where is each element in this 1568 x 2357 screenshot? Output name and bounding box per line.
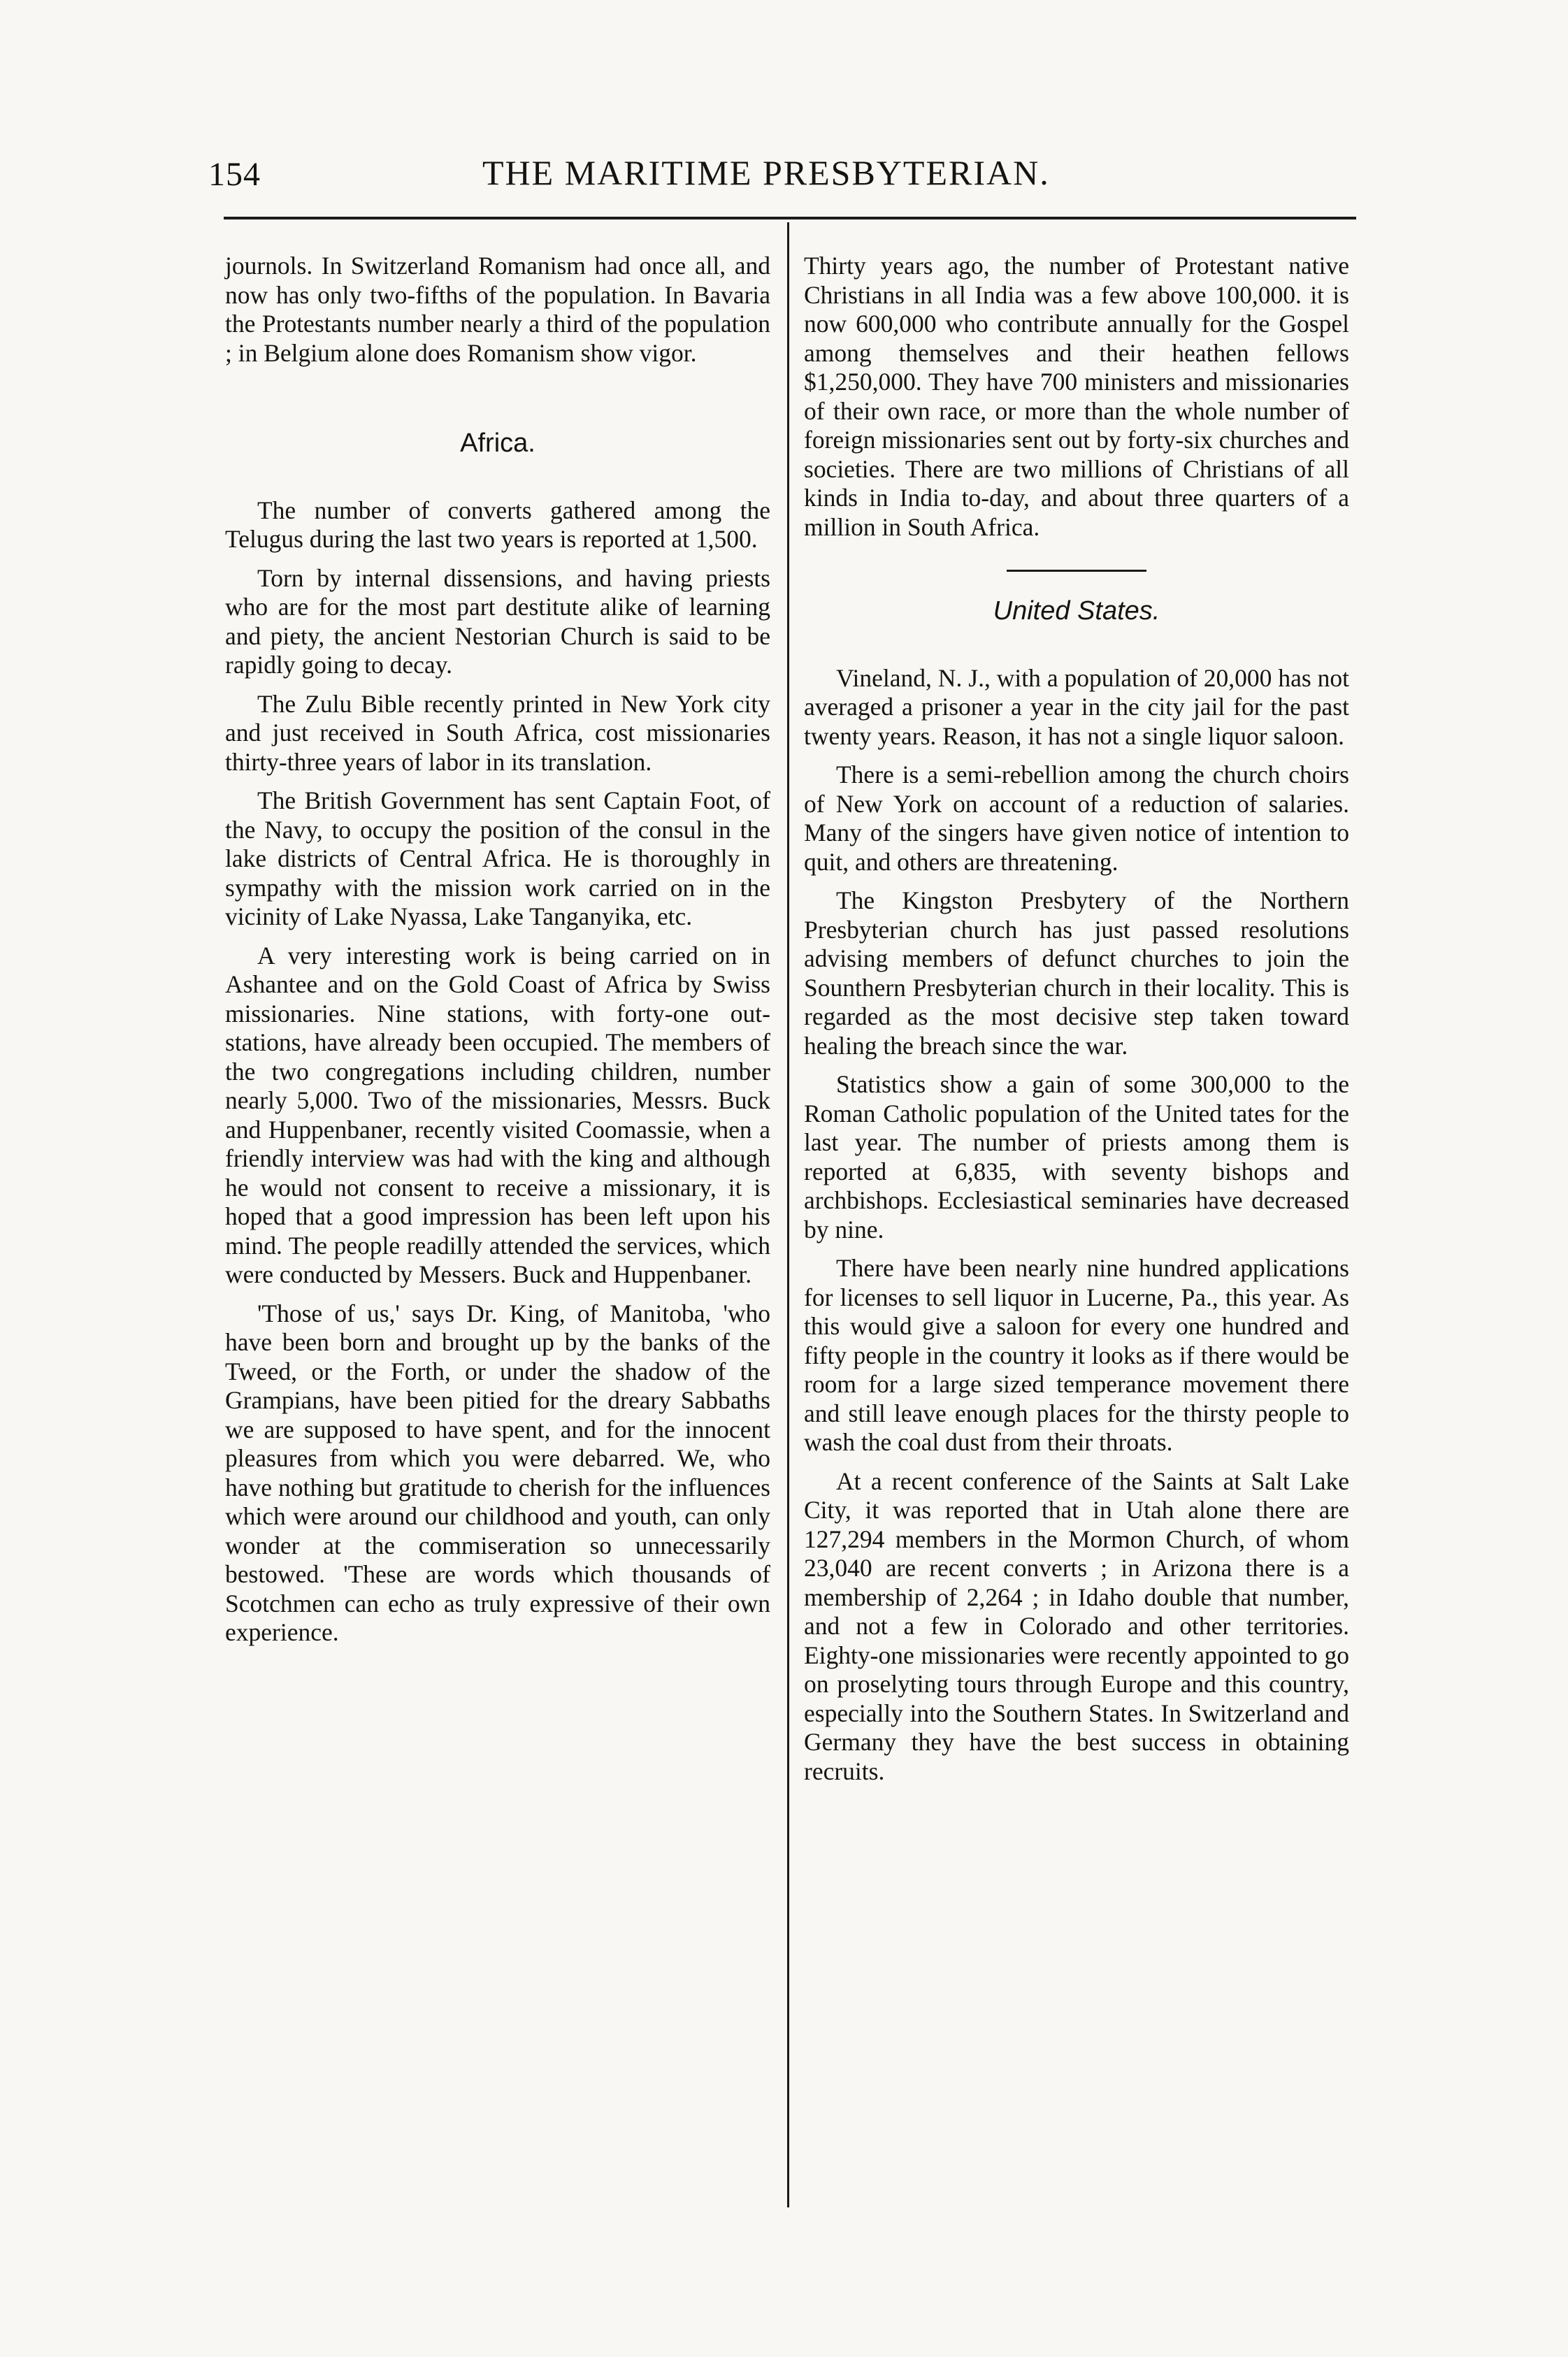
article-paragraph: Statistics show a gain of some 300,000 to the Roman Catholic population of the United tates for the last year. The number of priests among them is reported at 6,835, with seventy bishops and archbishops. Ecclesiastical seminaries have decreased by nine. [804,1070,1349,1244]
section-heading-africa: Africa. [460,428,535,458]
column-divider [787,222,789,2207]
running-head: THE MARITIME PRESBYTERIAN. [482,153,1050,192]
header-rule [224,217,1356,219]
article-paragraph: There is a semi-rebellion among the church choirs of New York on account of a reduction of salaries. Many of the singers have given notice of intention to quit, and others are threatening. [804,761,1349,876]
left-intro-paragraph: journols. In Switzerland Romanism had once all, and now has only two-fifths of the population. In Bavaria the Protestants number nearly a third of the population ; in Belgium alone does Romanism show vigor. [225,252,770,367]
page-number: 154 [208,156,261,193]
right-intro-paragraph: Thirty years ago, the number of Protestant native Christians in all India was a few above 100,000. it is now 600,000 who contribute annually for the Gospel among themselves and their heathen fellows $1,250,000. They have 700 ministers and missionaries of their own race, or more than the whole number of foreign missionaries sent out by forty-six churches and societies. There are two millions of Christians of all kinds in India to-day, and about three quarters of a million in South Africa. [804,252,1349,541]
article-paragraph: Vineland, N. J., with a population of 20,000 has not averaged a prisoner a year in the city jail for the past twenty years. Reason, it has not a single liquor saloon. [804,663,1349,750]
article-paragraph: The Kingston Presbytery of the Northern Presbyterian church has just passed resolutions advising members of defunct churches to join the Sounthern Presbyterian church in their locality. This is regarded as the most decisive step taken toward healing the breach since the war. [804,886,1349,1060]
article-paragraph: Torn by internal dissensions, and having priests who are for the most part destitute alike of learning and piety, the ancient Nestorian Church is said to be rapidly going to decay. [225,563,770,679]
article-paragraph: The British Government has sent Captain Foot, of the Navy, to occupy the position of the consul in the lake districts of Central Africa. He is thoroughly in sympathy with the mission work carried on in the vicinity of Lake Nyassa, Lake Tanganyika, etc. [225,786,770,930]
section-heading-united-states: United States. [993,596,1160,626]
article-paragraph: There have been nearly nine hundred applications for licenses to sell liquor in Lucerne, Pa., this year. As this would give a saloon for every one hundred and fifty people in the country it looks as if there would be room for a large sized temperance movement there and still leave enough places for the thirsty people to wash the coal dust from their throats. [804,1254,1349,1456]
article-paragraph: The number of converts gathered among the Telugus during the last two years is reported at 1,500. [225,496,770,553]
left-column [225,252,770,1657]
right-column [804,252,1349,1796]
article-paragraph: A very interesting work is being carried on in Ashantee and on the Gold Coast of Africa by Swiss missionaries. Nine stations, with forty-one out-stations, have already been occupied. The members of the two congregations including children, number nearly 5,000. Two of the missionaries, Messrs. Buck and Huppenbaner, recently visited Coomassie, when a friendly interview was had with the king and although he would not consent to receive a missionary, it is hoped that a good impression has been left upon his mind. The people readilly attended the services, which were conducted by Messers. Buck and Huppenbaner. [225,941,770,1288]
section-rule [1007,570,1146,572]
article-paragraph: The Zulu Bible recently printed in New York city and just received in South Africa, cost missionaries thirty-three years of labor in its translation. [225,689,770,776]
article-paragraph: At a recent conference of the Saints at Salt Lake City, it was reported that in Utah alone there are 127,294 members in the Mormon Church, of whom 23,040 are recent converts ; in Arizona there is a membership of 2,264 ; in Idaho double that number, and not a few in Colorado and other territories. Eighty-one missionaries were recently appointed to go on proselyting tours through Europe and this country, especially into the Southern States. In Switzerland and Germany they have the best success in obtaining recruits. [804,1466,1349,1785]
article-paragraph: 'Those of us,' says Dr. King, of Manitoba, 'who have been born and brought up by the banks of the Tweed, or the Forth, or under the shadow of the Grampians, have been pitied for the dreary Sabbaths we are supposed to have spent, and for the innocent pleasures from which you were debarred. We, who have nothing but gratitude to cherish for the influences which were around our childhood and youth, can only wonder at the commiseration so unnecessarily bestowed. 'These are words which thousands of Scotchmen can echo as truly expressive of their own experience. [225,1299,770,1646]
